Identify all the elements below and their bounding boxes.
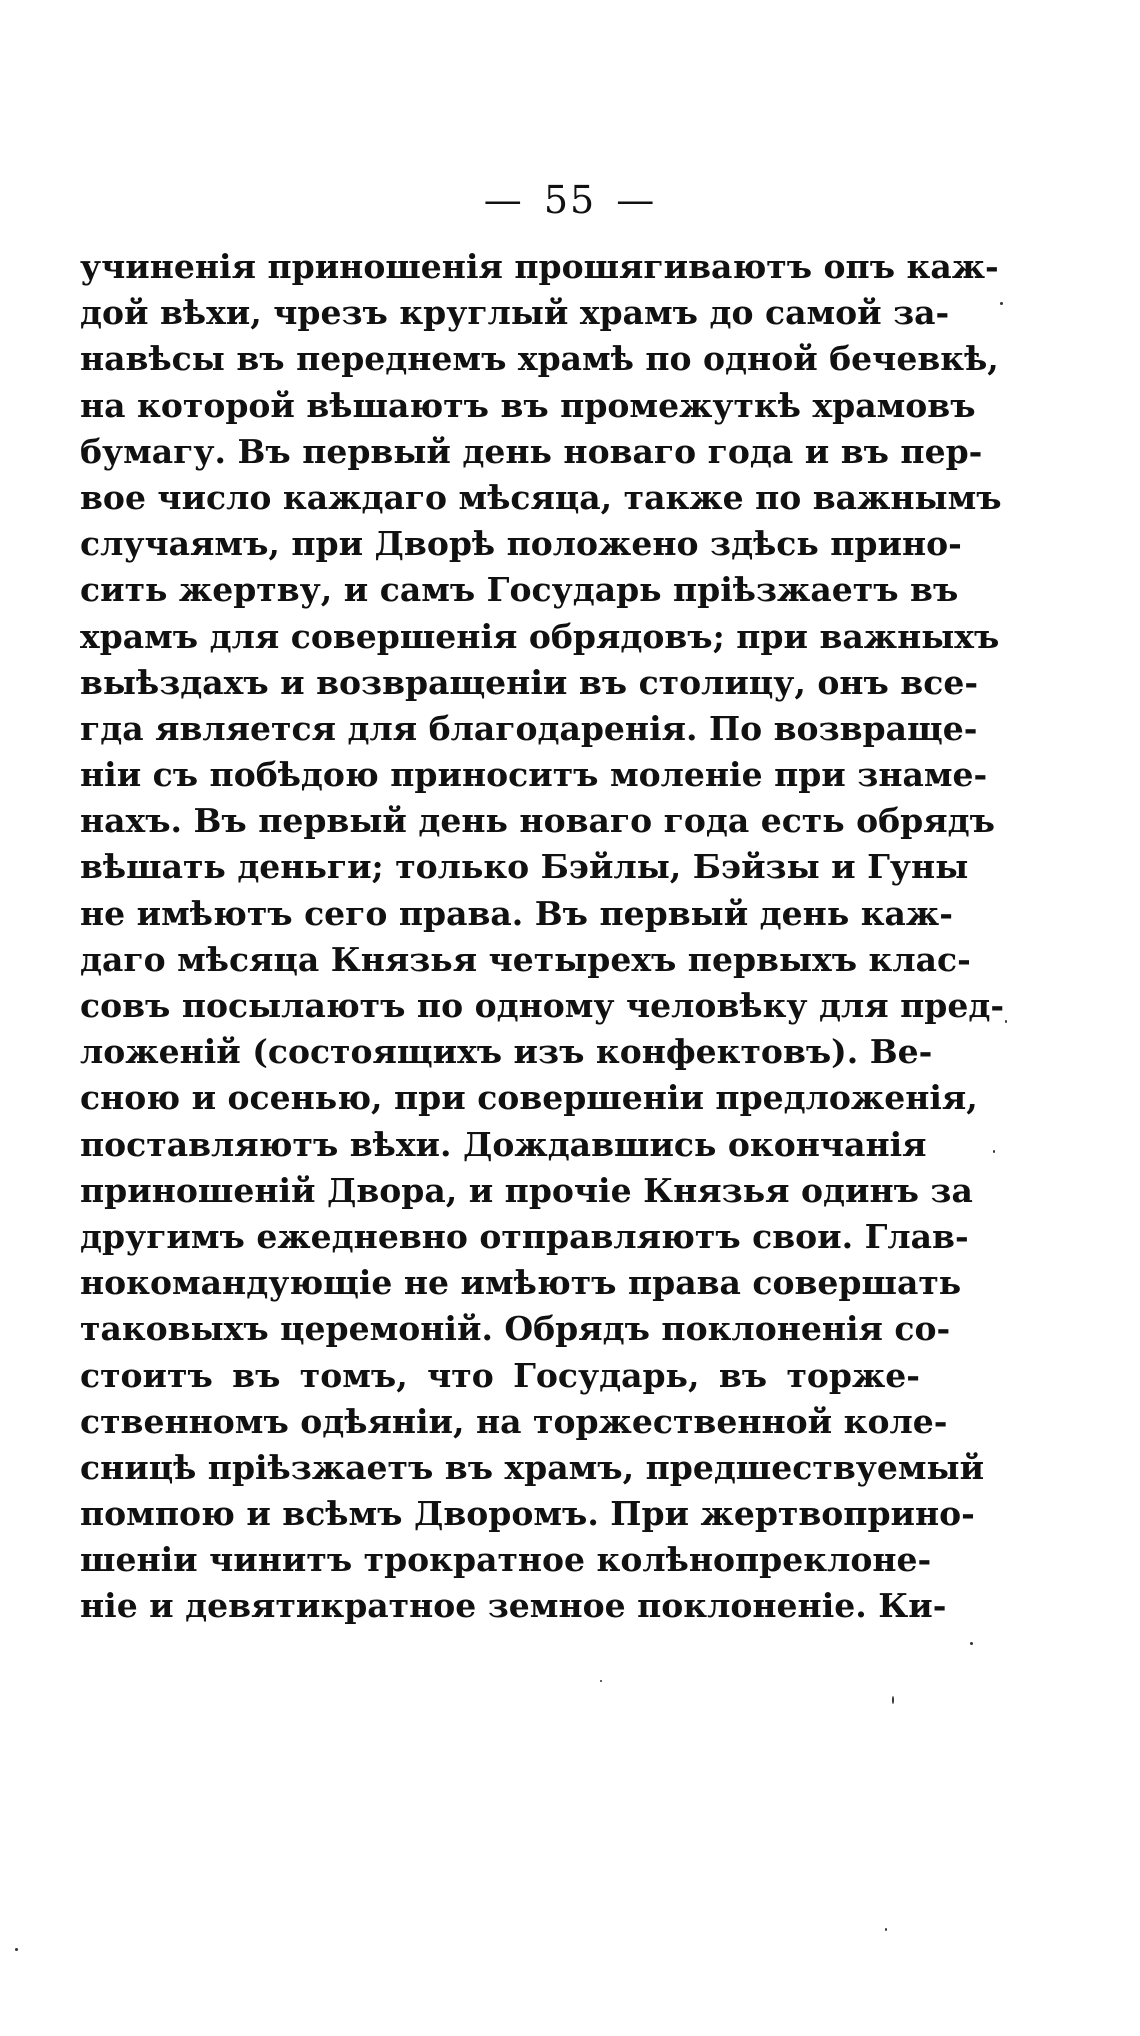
page-number-dash-left: — [483,178,524,222]
page-number-dash-right: — [616,178,657,222]
scan-speck [600,1680,602,1682]
text-line: сить жертву, и самъ Государь пріѣзжаетъ въ [80,570,959,610]
text-line: сницѣ пріѣзжаетъ въ храмъ, предшествуемый [80,1447,985,1487]
text-line: выѣздахъ и возвращеніи въ столицу, онъ все- [80,662,979,702]
scan-speck [15,1948,18,1951]
text-line: ственномъ одѣяніи, на торжественной коле- [80,1401,948,1441]
text-line: приношеній Двора, и прочіе Князья одинъ за [80,1170,973,1210]
text-line: храмъ для совершенія обрядовъ; при важныхъ [80,616,1000,656]
page-number [0,178,1140,222]
text-line: навѣсы въ переднемъ храмѣ по одной бечевкѣ, [80,339,999,379]
text-line: поставляютъ вѣхи. Дождавшись окончанія [80,1124,927,1164]
text-line: учиненія приношенія прошягиваютъ опъ каж- [80,247,999,286]
text-line: помпою и всѣмъ Дворомъ. При жертвоприно- [80,1494,975,1534]
text-line: дой вѣхи, чрезъ круглый храмъ до самой за- [80,293,950,333]
text-line: ложеній (состоящихъ изъ конфектовъ). Ве- [80,1032,933,1072]
text-line: стоитъ въ томъ, что Государь, въ торже- [80,1355,920,1395]
text-line: ніи съ побѣдою приноситъ моленіе при знаме- [80,755,988,795]
text-line: на которой вѣшаютъ въ промежуткѣ храмовъ [80,385,976,425]
scan-speck [1005,1020,1007,1023]
text-line: не имѣютъ сего права. Въ первый день каж- [80,893,953,933]
text-line: шеніи чинитъ трократное колѣнопреклоне- [80,1540,932,1580]
text-line: вѣшать деньги; только Бэйлы, Бэйзы и Гуны [80,847,969,887]
text-line: случаямъ, при Дворѣ положено здѣсь прино- [80,524,962,564]
text-line: другимъ ежедневно отправляютъ свои. Глав- [80,1216,969,1256]
scan-speck [1000,302,1003,305]
text-line: нокомандующіе не имѣютъ права совершать [80,1263,962,1303]
text-line: гда является для благодаренія. По возвраще- [80,708,978,748]
text-line: даго мѣсяца Князья четырехъ первыхъ клас- [80,939,971,979]
text-line: ніе и девятикратное земное поклоненіе. Ки- [80,1586,947,1626]
text-line: вое число каждаго мѣсяца, также по важнымъ [80,477,1002,517]
text-line: нахъ. Въ первый день новаго года есть обрядъ [80,801,995,841]
scan-speck [970,1642,973,1645]
text-line: совъ посылаютъ по одному человѣку для пред- [80,986,1005,1025]
text-line: бумагу. Въ первый день новаго года и въ пер- [80,431,983,471]
scan-speck [892,1696,894,1704]
text-line: сною и осенью, при совершеніи предложенія, [80,1078,978,1118]
body-text [80,244,1005,1630]
scan-speck [885,1928,887,1931]
text-line: таковыхъ церемоній. Обрядъ поклоненія со- [80,1309,951,1349]
scan-speck [993,1150,995,1153]
page-number-value: 55 [543,178,597,222]
